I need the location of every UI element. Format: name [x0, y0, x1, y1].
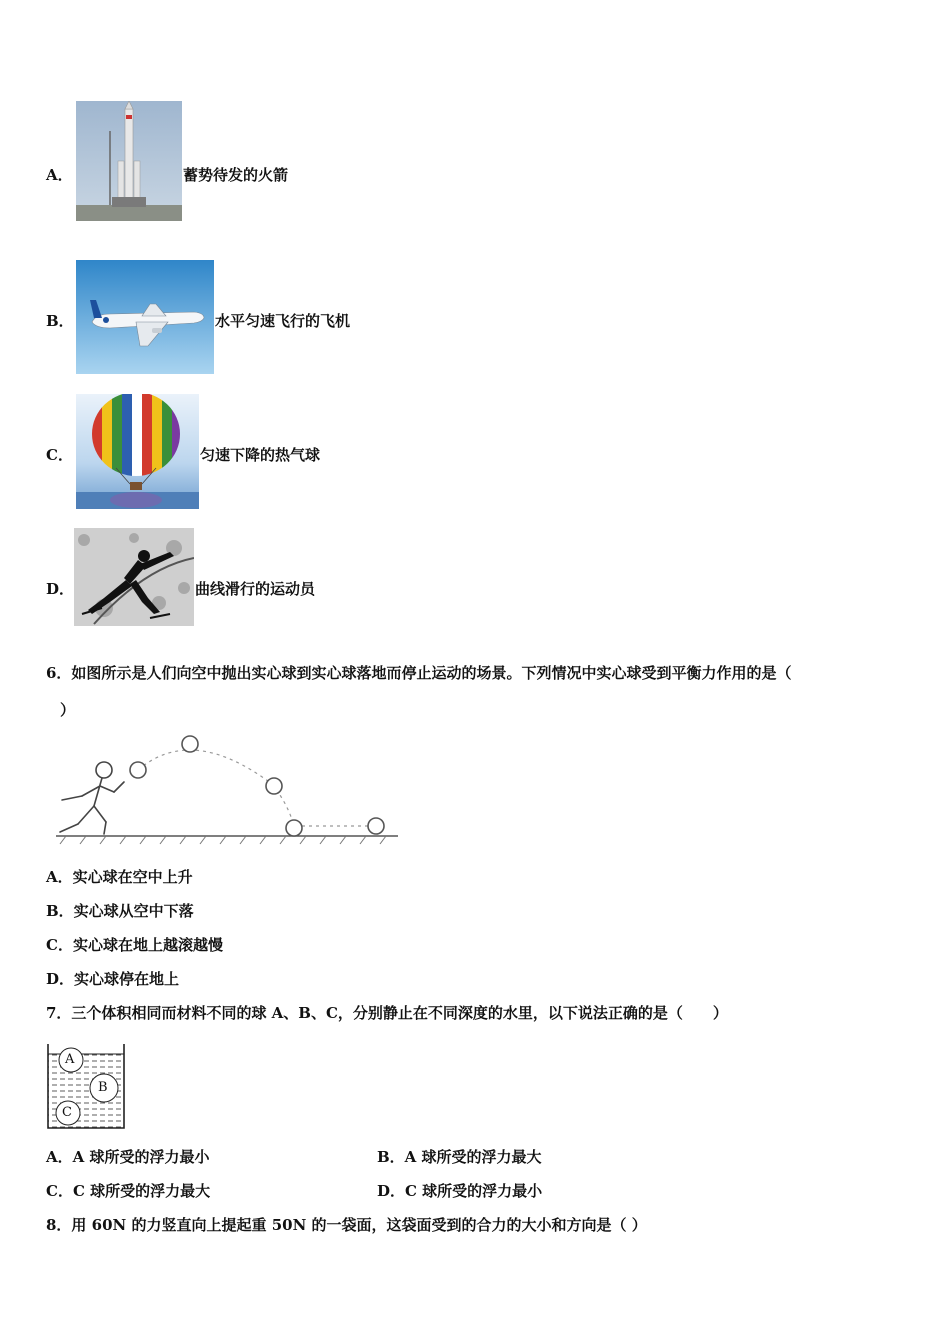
option-text: 曲线滑行的运动员: [195, 580, 316, 598]
q6-option-a: A．实心球在空中上升: [46, 868, 193, 886]
q6-option-c: C．实心球在地上越滚越慢: [46, 936, 223, 954]
option-text: 水平匀速飞行的飞机: [215, 312, 351, 330]
option-letter: A．: [46, 166, 73, 184]
option-letter: D．: [46, 580, 75, 598]
q6-option-d: D．实心球停在地上: [46, 970, 180, 988]
water-tank-diagram: [44, 1040, 128, 1132]
rocket-image: [76, 101, 182, 221]
question-8-stem: 8．用 60N 的力竖直向上提起重 50N 的一袋面，这袋面受到的合力的大小和方向是（ ）: [46, 1216, 647, 1234]
option-letter: C．: [46, 446, 73, 464]
question-6-stem: 6．如图所示是人们向空中抛出实心球到实心球落地而停止运动的场景。下列情况中实心球受到平衡力作用的是（: [46, 664, 792, 682]
option-letter: B．: [46, 312, 74, 330]
question-6-stem-end: ）: [60, 701, 76, 719]
q7-option-c: C．C 球所受的浮力最大: [46, 1182, 211, 1200]
hot-air-balloon-image: [76, 394, 199, 509]
ball-throw-diagram: [52, 734, 400, 846]
speed-skater-image: [74, 528, 194, 626]
airplane-image: [76, 260, 214, 374]
option-text: 蓄势待发的火箭: [183, 166, 289, 184]
ball-a-label: A: [65, 1052, 75, 1067]
q7-option-a: A．A 球所受的浮力最小: [46, 1148, 210, 1166]
q6-option-b: B．实心球从空中下落: [46, 902, 194, 920]
option-text: 匀速下降的热气球: [200, 446, 321, 464]
q7-option-d: D．C 球所受的浮力最小: [377, 1182, 543, 1200]
question-7-stem: 7．三个体积相同而材料不同的球 A、B、C，分别静止在不同深度的水里，以下说法正确的是（ ）: [46, 1004, 728, 1022]
ball-b-label: B: [98, 1080, 108, 1095]
q7-option-b: B．A 球所受的浮力最大: [377, 1148, 542, 1166]
ball-c-label: C: [62, 1105, 72, 1120]
